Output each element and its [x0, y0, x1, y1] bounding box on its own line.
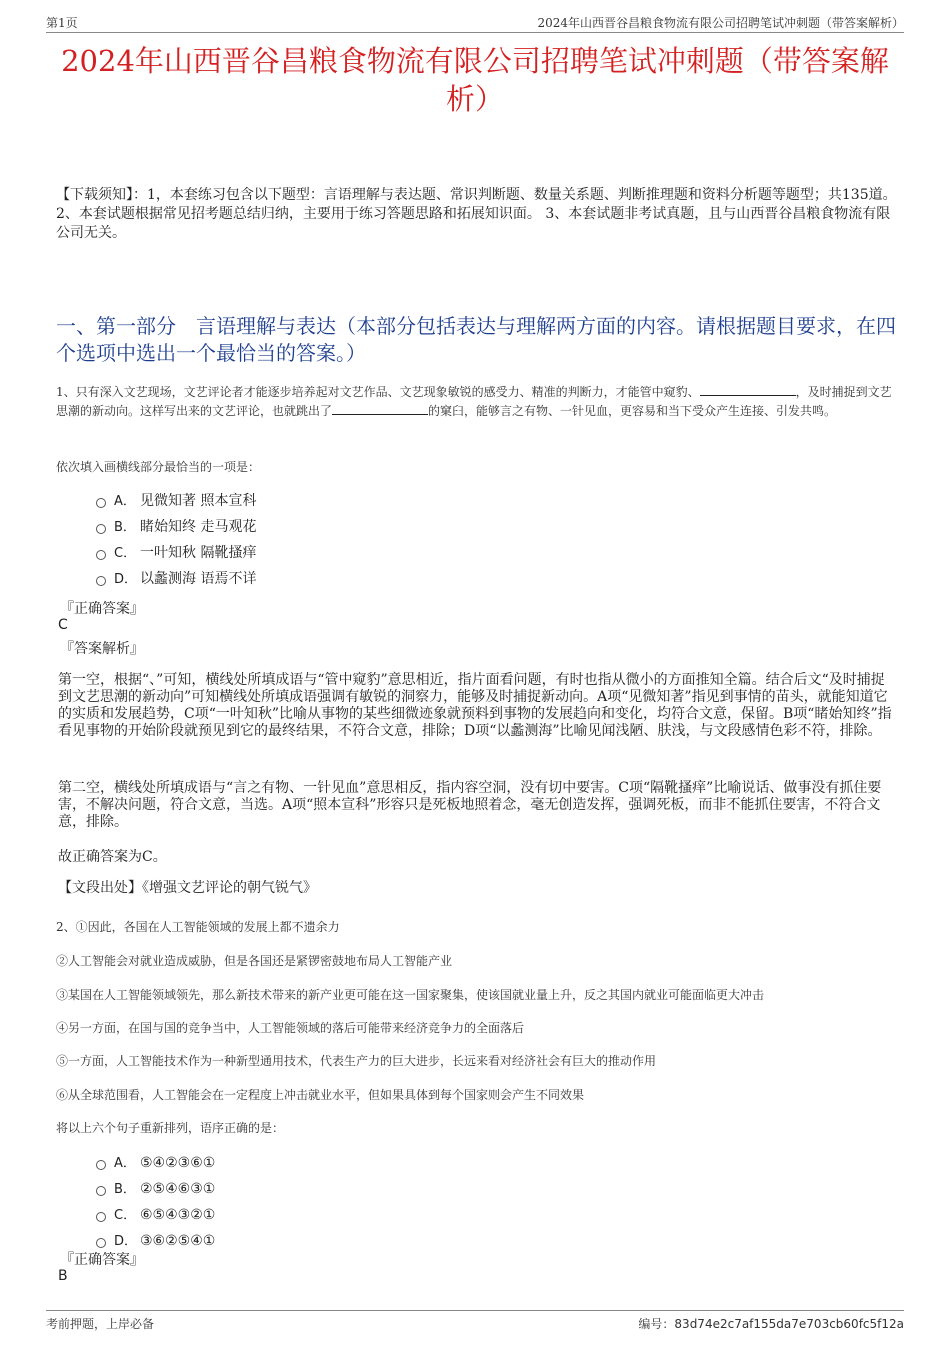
page-footer: [46, 1310, 904, 1335]
q2-sentence-4: ④另一方面，在国与国的竞争当中，人工智能领域的落后可能带来经济竞争力的全面落后: [56, 1021, 525, 1035]
q1-stem-part-b: ，及时捕捉到文艺思潮的新动向。这样写出来的文艺评论，也就跳出了: [56, 385, 892, 418]
document-title: 2024年山西晋谷昌粮食物流有限公司招聘笔试冲刺题（带答案解析）: [61, 44, 889, 116]
q1-prompt: 依次填入画横线部分最恰当的一项是：: [56, 460, 261, 474]
radio-icon[interactable]: [96, 1212, 106, 1222]
q2-answer: B: [58, 1268, 68, 1284]
q1-source: 【文段出处】《增强文艺评论的朝气锐气》: [58, 880, 317, 896]
q2-sentence-3: ③某国在人工智能领域领先，那么新技术带来的新产业更可能在这一国家聚集，使该国就业量上升，反之其国内就业可能面临更大冲击: [56, 988, 765, 1002]
q1-option-a[interactable]: A． 见微知著 照本宣科: [96, 488, 256, 514]
q1-option-d[interactable]: D． 以蠡测海 语焉不详: [96, 566, 256, 592]
q2-sentence-2: ②人工智能会对就业造成威胁，但是各国还是紧锣密鼓地布局人工智能产业: [56, 954, 453, 968]
q1-stem-part-a: 1、只有深入文艺现场，文艺评论者才能逐步培养起对文艺作品、文艺现象敏锐的感受力、精准的判断力，才能管中窥豹、: [56, 385, 700, 399]
question-1-stem: [56, 383, 894, 421]
q2-option-a[interactable]: A． ⑤④②③⑥①: [96, 1150, 215, 1176]
q1-conclusion: 故正确答案为C。: [58, 849, 167, 865]
footer-slogan: 考前押题，上岸必备: [46, 1317, 155, 1331]
q1-analysis-para-1: 第一空，根据“、”可知，横线处所填成语与“管中窥豹”意思相近，指片面看问题，有时也指从微小的方面推知全篇。结合后文“及时捕捉到文艺思潮的新动向”可知横线处所填成语强调有敏锐的洞察力，能够及时捕捉新动向。A项“见微知著”指见到事情的苗头，就能知道它的实质和发展趋势，C项“一叶知秋”比喻从事物的某些细微迹象就预料到事物的发展趋向和变化，均符合文意，保留。B项“睹始知终”指看见事物的开始阶段就预见到它的最终结果，不符合文意，排除；D项“以蠡测海”比喻见闻浅陋、肤浅，与文段感情色彩不符，排除。: [58, 672, 892, 739]
download-notice: 【下载须知】：1，本套练习包含以下题型：言语理解与表达题、常识判断题、数量关系题、判断推理题和资料分析题等题型；共135道。 2、本套试题根据常见招考题总结归纳，主要用于练习答题思路和拓展知识面。 3、本套试题非考试真题，且与山西晋谷昌粮食物流有限公司无关。: [56, 187, 897, 241]
radio-icon[interactable]: [96, 1238, 106, 1248]
radio-icon[interactable]: [96, 1160, 106, 1170]
blank-2: [332, 402, 428, 415]
q2-prompt: 将以上六个句子重新排列，语序正确的是：: [56, 1121, 285, 1135]
radio-icon[interactable]: [96, 1186, 106, 1196]
q2-option-d[interactable]: D． ③⑥②⑤④①: [96, 1228, 215, 1254]
q1-answer: C: [58, 617, 68, 633]
radio-icon[interactable]: [96, 550, 106, 560]
header-doc-title: 2024年山西晋谷昌粮食物流有限公司招聘笔试冲刺题（带答案解析）: [537, 16, 904, 30]
footer-code: 编号：83d74e2c7af155da7e703cb60fc5f12a: [638, 1317, 904, 1331]
section-title: 一、第一部分 言语理解与表达（本部分包括表达与理解两方面的内容。请根据题目要求，在四个选项中选出一个最恰当的答案。）: [56, 314, 896, 365]
q2-sentence-6: ⑥从全球范围看，人工智能会在一定程度上冲击就业水平，但如果具体到每个国家则会产生不同效果: [56, 1088, 585, 1102]
q1-options: [96, 488, 256, 592]
radio-icon[interactable]: [96, 498, 106, 508]
q1-answer-label: 『正确答案』: [60, 601, 144, 617]
q1-analysis-para-2: 第二空，横线处所填成语与“言之有物、一针见血”意思相反，指内容空洞，没有切中要害。C项“隔靴搔痒”比喻说话、做事没有抓住要害，不解决问题，符合文意，当选。A项“照本宣科”形容只是死板地照着念，毫无创造发挥，强调死板，而非不能抓住要害，不符合文意，排除。: [58, 780, 882, 830]
page-header: [46, 14, 904, 33]
q1-option-c[interactable]: C． 一叶知秋 隔靴搔痒: [96, 540, 256, 566]
q2-option-b[interactable]: B． ②⑤④⑥③①: [96, 1176, 215, 1202]
blank-1: [700, 383, 796, 396]
q2-answer-label: 『正确答案』: [60, 1252, 144, 1268]
q1-stem-part-c: 的窠臼，能够言之有物、一针见血，更容易和当下受众产生连接、引发共鸣。: [428, 404, 837, 418]
radio-icon[interactable]: [96, 576, 106, 586]
q2-options: [96, 1150, 215, 1254]
q2-sentence-5: ⑤一方面，人工智能技术作为一种新型通用技术，代表生产力的巨大进步，长远来看对经济社会有巨大的推动作用: [56, 1054, 657, 1068]
page-number: 第1页: [46, 16, 78, 30]
q1-option-b[interactable]: B． 睹始知终 走马观花: [96, 514, 256, 540]
q2-option-c[interactable]: C． ⑥⑤④③②①: [96, 1202, 215, 1228]
question-2-stem: 2、①因此，各国在人工智能领域的发展上都不遗余力: [56, 920, 340, 934]
radio-icon[interactable]: [96, 524, 106, 534]
q1-analysis-label: 『答案解析』: [60, 641, 144, 657]
